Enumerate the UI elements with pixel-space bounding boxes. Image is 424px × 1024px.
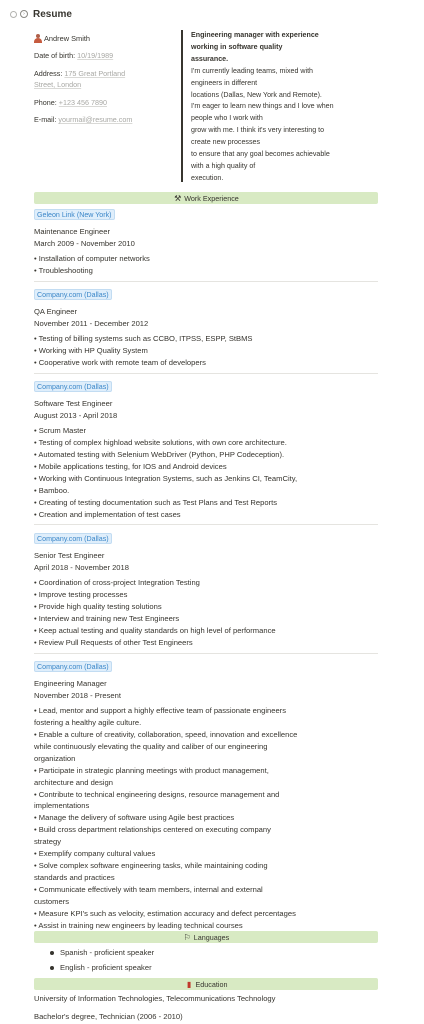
languages-list bbox=[48, 946, 154, 975]
company-tag[interactable]: Company.com (Dallas) bbox=[34, 381, 112, 392]
summary-line: I'm currently leading teams, mixed with bbox=[191, 66, 313, 75]
job-line: • Participate in strategic planning meetings with product management, bbox=[34, 765, 269, 775]
job-dates: August 2013 - April 2018 bbox=[34, 410, 118, 420]
person-icon bbox=[34, 34, 42, 43]
summary-lead-line: Engineering manager with experience bbox=[191, 31, 319, 39]
summary-quote bbox=[181, 30, 381, 182]
summary-lead-line: working in software quality bbox=[191, 42, 283, 51]
page-header bbox=[10, 8, 72, 20]
address-field bbox=[34, 68, 174, 91]
job-bullet: • Interview and training new Test Engineers bbox=[34, 613, 378, 625]
email-value[interactable]: yourmail@resume.com bbox=[58, 115, 133, 124]
job-bullet: • Installation of computer networks bbox=[34, 253, 378, 265]
job-dates: April 2018 - November 2018 bbox=[34, 562, 129, 572]
divider bbox=[34, 373, 378, 374]
job-bullet-continuation-text: Bamboo. bbox=[38, 485, 70, 495]
languages-label: Languages bbox=[193, 932, 230, 942]
speech-bubble-icon: ⚐ bbox=[183, 932, 191, 942]
hammer-wrench-icon: ⚒ bbox=[174, 193, 182, 203]
job-line: • Assist in training new engineers by leading technical courses bbox=[34, 920, 243, 930]
language-item: Spanish - proficient speaker bbox=[48, 946, 154, 961]
job-line: • Lead, mentor and support a highly effective team of passionate engineers bbox=[34, 706, 287, 716]
email-label: E-mail: bbox=[34, 115, 59, 124]
job-dates: March 2009 - November 2010 bbox=[34, 238, 135, 248]
education-label: Education bbox=[195, 979, 228, 989]
job-bullet: • Testing of complex highload website solutions, with own core architecture. bbox=[34, 437, 378, 449]
summary-line: grow with me. I think it's very interesting to bbox=[191, 126, 325, 135]
job-bullet: • Working with Continuous Integration Systems, such as Jenkins CI, TeamCity, bbox=[34, 473, 378, 485]
job-line: architecture and design bbox=[34, 777, 113, 787]
job-bullets bbox=[34, 253, 378, 277]
job-line: • Manage the delivery of software using Agile best practices bbox=[34, 813, 235, 823]
language-item: English - proficient speaker bbox=[48, 961, 154, 976]
page-icon[interactable] bbox=[10, 11, 17, 18]
job-bullet: • Improve testing processes bbox=[34, 589, 378, 601]
languages-header bbox=[34, 931, 378, 943]
summary-lead-line: assurance. bbox=[191, 54, 229, 63]
job-line: while continuously elevating the quality and caliber of our engineering bbox=[34, 741, 268, 751]
summary-line: create new processes bbox=[191, 138, 261, 147]
job-bullet: • Creating of testing documentation such as Test Plans and Test Reports bbox=[34, 497, 378, 509]
job-role: Engineering Manager bbox=[34, 679, 107, 688]
job-bullets bbox=[34, 577, 378, 648]
job-bullet: • Review Pull Requests of other Test Engineers bbox=[34, 637, 378, 649]
job-role: QA Engineer bbox=[34, 307, 78, 316]
education-line: Bachelor's degree, Technician (2006 - 2010) bbox=[34, 1012, 183, 1021]
job-line: fostering a healthy agile culture. bbox=[34, 718, 142, 728]
book-icon: ▮ bbox=[186, 979, 192, 989]
dob-value[interactable]: 10/19/1989 bbox=[77, 51, 114, 60]
job-bullet: • Testing of billing systems such as CCBO, ITPSS, ESPP, StBMS bbox=[34, 333, 378, 345]
profile-name: Andrew Smith bbox=[44, 33, 91, 43]
job-line: • Solve complex software engineering tasks, while maintaining coding bbox=[34, 860, 268, 870]
job-role: Software Test Engineer bbox=[34, 399, 113, 408]
education-block bbox=[34, 993, 378, 1023]
job-line: • Contribute to technical engineering designs, resource management and bbox=[34, 789, 280, 799]
summary-line: people who I work with bbox=[191, 114, 263, 123]
job-role: Maintenance Engineer bbox=[34, 227, 110, 236]
job-bullet: • Cooperative work with remote team of developers bbox=[34, 357, 378, 369]
job-dates: November 2018 - Present bbox=[34, 690, 121, 700]
job-line: • Enable a culture of creativity, collaboration, speed, innovation and excellence bbox=[34, 730, 298, 739]
email-field bbox=[34, 114, 174, 126]
job-role: Senior Test Engineer bbox=[34, 551, 105, 560]
job-bullet: • Scrum Master bbox=[34, 425, 378, 437]
job-bullet: • Creation and implementation of test cases bbox=[34, 509, 378, 521]
phone-field bbox=[34, 97, 174, 109]
profile-block bbox=[34, 32, 174, 126]
job-bullets bbox=[34, 333, 378, 369]
divider bbox=[34, 524, 378, 525]
job-line: • Build cross department relationships centered on executing company bbox=[34, 825, 271, 835]
education-line: University of Information Technologies, Telecommunications Technology bbox=[34, 994, 276, 1003]
job-bullet: • Coordination of cross-project Integration Testing bbox=[34, 577, 378, 589]
dob-field bbox=[34, 50, 174, 62]
divider bbox=[34, 281, 378, 282]
job-bullets bbox=[34, 425, 378, 520]
dob-label: Date of birth: bbox=[34, 51, 78, 60]
job-line: customers bbox=[34, 896, 70, 906]
phone-value[interactable]: +123 456 7890 bbox=[58, 97, 107, 107]
job-bullet: • Mobile applications testing, for IOS and Android devices bbox=[34, 461, 378, 473]
work-experience-label: Work Experience bbox=[184, 193, 239, 203]
job-entry bbox=[34, 289, 378, 369]
profile-name-row bbox=[34, 32, 174, 44]
job-entry bbox=[34, 533, 378, 649]
job-entry bbox=[34, 209, 378, 277]
summary-line: with a high quality of bbox=[191, 161, 256, 170]
job-entry bbox=[34, 661, 378, 931]
job-entry bbox=[34, 381, 378, 520]
job-line: organization bbox=[34, 753, 76, 763]
summary-line: to ensure that any goal becomes achievable bbox=[191, 150, 330, 159]
job-line: • Measure KPI's such as velocity, estimation accuracy and defect percentages bbox=[34, 908, 296, 918]
job-bullet: • Keep actual testing and quality standards on high level of performance bbox=[34, 625, 378, 637]
education-header bbox=[34, 978, 378, 990]
summary-line: execution. bbox=[191, 173, 224, 182]
summary-line: locations (Dallas, New York and Remote). bbox=[191, 90, 322, 99]
job-bullet: • Automated testing with Selenium WebDriver (Python, PHP Codeception). bbox=[34, 449, 378, 461]
address-value-line2[interactable]: Street, London bbox=[34, 80, 82, 89]
job-line: • Exemplify company cultural values bbox=[34, 849, 156, 859]
company-tag[interactable]: Geleon Link (New York) bbox=[34, 209, 115, 220]
job-line: strategy bbox=[34, 837, 62, 847]
job-line: standards and practices bbox=[34, 872, 115, 882]
summary-line: engineers in different bbox=[191, 78, 258, 87]
address-value[interactable]: 175 Great Portland bbox=[64, 68, 126, 78]
summary-line: I'm eager to learn new things and I love when bbox=[191, 102, 334, 111]
toggle-icon[interactable]: › bbox=[20, 10, 28, 18]
job-line: • Communicate effectively with team members, internal and external bbox=[34, 884, 263, 894]
job-bullet: • Troubleshooting bbox=[34, 265, 378, 277]
work-experience-header bbox=[34, 192, 378, 204]
job-bullet-continuation bbox=[34, 485, 378, 497]
phone-label: Phone: bbox=[34, 97, 59, 107]
divider bbox=[34, 653, 378, 654]
job-bullet: • Provide high quality testing solutions bbox=[34, 601, 378, 613]
company-tag[interactable]: Company.com (Dallas) bbox=[34, 533, 112, 544]
job-line: implementations bbox=[34, 801, 90, 811]
page-title: Resume bbox=[33, 8, 72, 20]
address-label: Address: bbox=[34, 68, 65, 78]
summary-lead bbox=[191, 30, 381, 66]
job-dates: November 2011 - December 2012 bbox=[34, 318, 149, 328]
company-tag[interactable]: Company.com (Dallas) bbox=[34, 661, 112, 672]
company-tag[interactable]: Company.com (Dallas) bbox=[34, 289, 112, 300]
job-bullet: • Working with HP Quality System bbox=[34, 345, 378, 357]
job-description bbox=[34, 705, 378, 931]
